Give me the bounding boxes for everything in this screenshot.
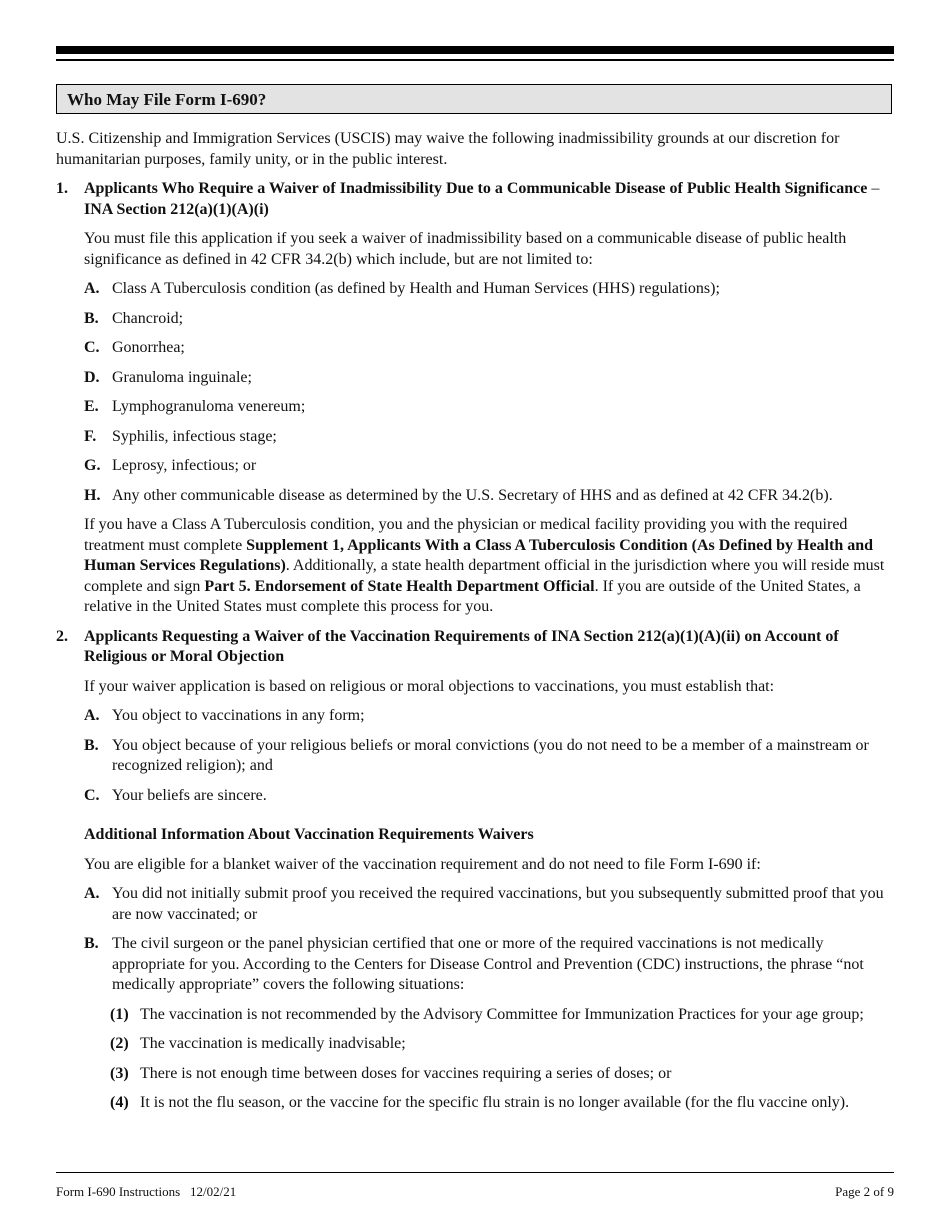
vaccination-waiver-subheading: Additional Information About Vaccination Requirements Waivers [84,826,534,843]
list-item [56,934,894,996]
footer-page-number: Page 2 of 9 [835,1184,894,1199]
sub-list-item [56,1064,894,1085]
list-item [56,279,894,300]
item-text: You object because of your religious beliefs or moral convictions (you do not need to be a member of a mainstream or recognized religion); and [112,736,869,774]
item-letter: A. [84,707,100,724]
item-letter: A. [84,280,100,297]
sub-item-text: The vaccination is medically inadvisable; [140,1035,406,1052]
list-item [56,736,894,777]
section-2-number: 2. [56,627,68,645]
list-item [56,427,894,448]
header-thick-rule [56,46,894,54]
supplement-1-title: Supplement 1, Applicants With a Class A Tuberculosis Condition (As Defined by Health and Human Services Regulations) [84,536,874,574]
footer-rule [56,1172,894,1173]
item-text: Your beliefs are sincere. [112,786,267,804]
section-1-body: You must file this application if you seek a waiver of inadmissibility based on a communicable disease of public health significance as defined in 42 CFR 34.2(b) which include, but are not limited to: [84,230,847,268]
item-text: Chancroid; [112,309,184,327]
list-item [56,309,894,330]
tb-text-2: . Additionally, a state health department official in the jurisdiction where you will reside must complete and sign [84,557,885,595]
item-text: Leprosy, infectious; or [112,457,257,474]
section-1-ref: INA Section 212(a)(1)(A)(i) [84,200,269,218]
sub-list-item [56,1005,894,1026]
list-item [56,884,894,925]
item-text: Lymphogranuloma venereum; [112,398,306,415]
list-item [56,338,894,359]
sub-item-number: (2) [110,1035,129,1052]
footer-form-name: Form I-690 Instructions [56,1184,181,1199]
item-letter: G. [84,457,101,474]
header-thin-rule [56,59,894,61]
item-text: Gonorrhea; [112,339,185,356]
section-1-number: 1. [56,180,68,197]
item-letter: B. [84,935,99,952]
sub-item-text: It is not the flu season, or the vaccine for the specific flu strain is no longer available (for the flu vaccine only). [140,1094,850,1111]
item-letter: C. [84,339,100,356]
item-letter: F. [84,427,97,445]
section-1-dash: – [867,180,880,197]
intro-paragraph: U.S. Citizenship and Immigration Services (USCIS) may waive the following inadmissibility grounds at our discretion for humanitarian purposes, family unity, or in the public interest. [56,130,840,168]
sub-list-item [56,1034,894,1055]
sub-list-item [56,1093,894,1114]
item-letter: C. [84,786,100,804]
list-item [56,486,894,507]
item-text: Any other communicable disease as determined by the U.S. Secretary of HHS and as defined at 42 CFR 34.2(b). [112,486,833,504]
list-item [56,397,894,418]
list-item [56,368,894,389]
section-1-title: Applicants Who Require a Waiver of Inadmissibility Due to a Communicable Disease of Public Health Significance [84,180,868,197]
sub-item-text: The vaccination is not recommended by the Advisory Committee for Immunization Practices for your age group; [140,1005,864,1023]
sub-item-number: (3) [110,1064,129,1082]
section-2-title: Applicants Requesting a Waiver of the Vaccination Requirements of INA Section 212(a)(1)(A)(ii) on Account of Religious or Moral Objection [84,627,839,665]
part-5-title: Part 5. Endorsement of State Health Department Official [204,577,595,595]
item-text: You object to vaccinations in any form; [112,707,365,724]
section-title: Who May File Form I-690? [56,84,892,114]
tb-text-1: If you have a Class A Tuberculosis condition, you and the physician or medical facility providing you with the required treatment must complete [84,516,848,554]
section-2-body: If your waiver application is based on religious or moral objections to vaccinations, you must establish that: [84,677,775,695]
item-letter: A. [84,885,100,902]
item-text: You did not initially submit proof you received the required vaccinations, but you subsequently submitted proof that you are now vaccinated; or [112,885,884,923]
tuberculosis-paragraph [56,515,894,618]
item-letter: E. [84,398,99,415]
blanket-waiver-paragraph: You are eligible for a blanket waiver of the vaccination requirement and do not need to file Form I-690 if: [84,855,761,873]
tb-text-3: . If you are outside of the United States, a relative in the United States must complete this process for you. [84,577,861,615]
item-letter: B. [84,736,99,754]
item-text: Class A Tuberculosis condition (as defined by Health and Human Services (HHS) regulations); [112,280,720,297]
footer-form-info [56,1184,236,1200]
sub-item-text: There is not enough time between doses for vaccines requiring a series of doses; or [140,1064,672,1082]
item-text: The civil surgeon or the panel physician certified that one or more of the required vaccinations is not medically appropriate for you. According to the Centers for Disease Control and Prevention (CDC) instructions, the phrase “not medically appropriate” covers the following situations: [112,935,864,993]
sub-item-number: (1) [110,1005,129,1023]
item-letter: H. [84,486,101,504]
page-content [56,129,894,1123]
section-2-heading [56,627,894,668]
footer-date: 12/02/21 [189,1184,237,1199]
item-letter: B. [84,309,99,327]
section-1-heading [56,179,894,220]
sub-item-number: (4) [110,1094,129,1111]
list-item [56,706,894,727]
item-text: Syphilis, infectious stage; [112,427,277,445]
item-letter: D. [84,368,100,386]
item-text: Granuloma inguinale; [112,368,252,386]
list-item [56,456,894,477]
list-item [56,786,894,807]
